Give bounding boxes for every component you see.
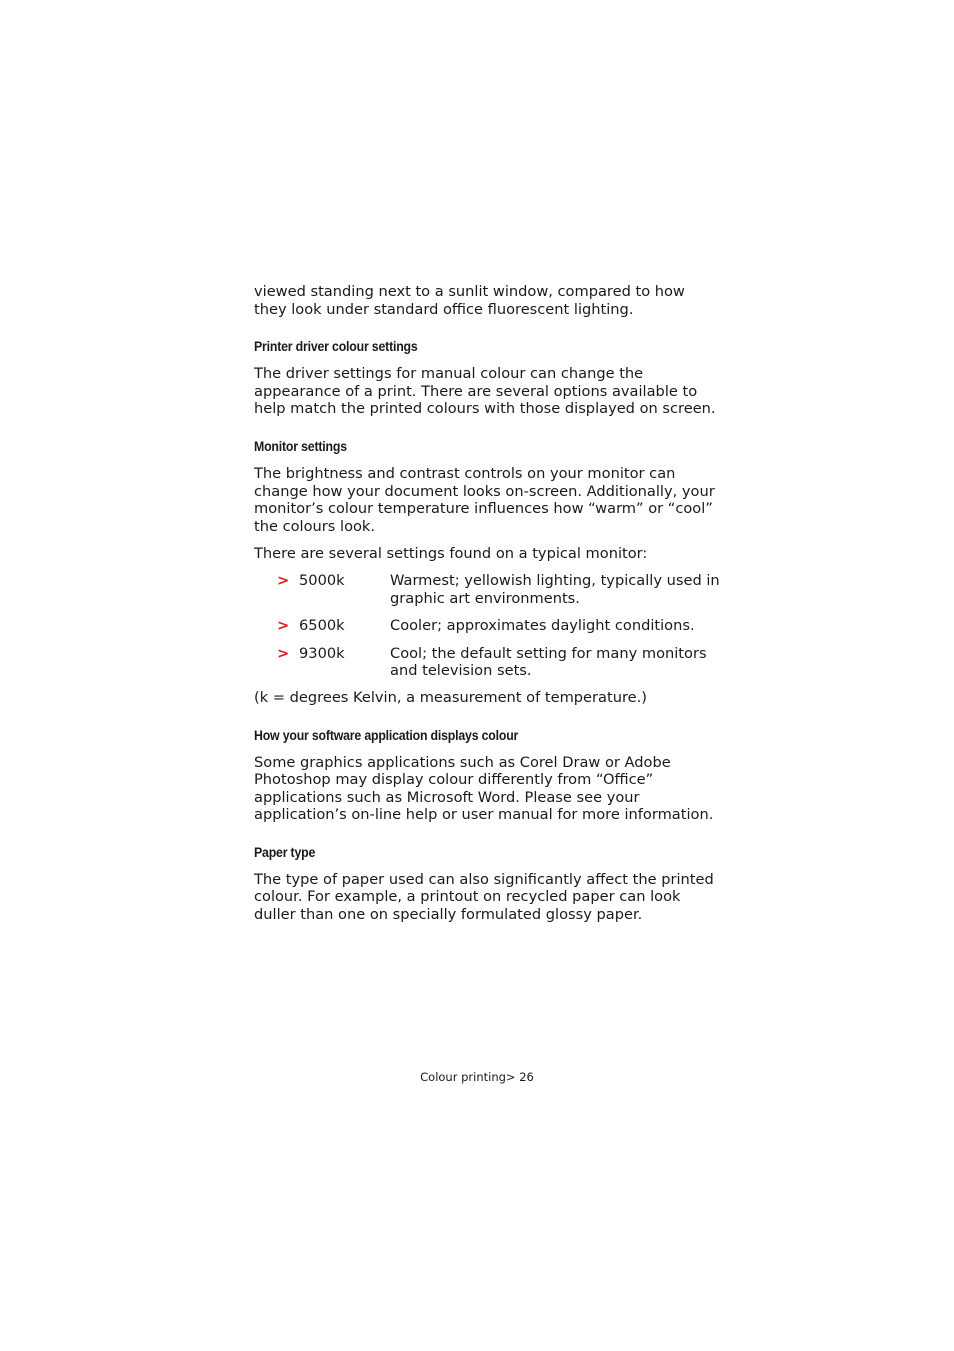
list-item (254, 645, 722, 680)
page-footer: Colour printing> 26 (420, 1070, 534, 1084)
section-software-application (254, 727, 722, 824)
section-paragraph: The brightness and contrast controls on your monitor can change how your document looks on-screen. Additionally, your monitor’s colour temperature influences how “warm” or “cool” the colours look. (254, 464, 715, 535)
section-monitor-settings (254, 438, 722, 707)
section-heading: Monitor settings (254, 438, 347, 454)
section-paragraph: The driver settings for manual colour can change the appearance of a print. There are several options available to help match the printed colours with those displayed on screen. (254, 365, 716, 418)
chevron-right-icon: > (277, 644, 290, 662)
chevron-right-icon: > (277, 617, 290, 635)
list-item (254, 572, 722, 607)
list-item-term: 5000k (299, 571, 345, 589)
list-item-description: Cooler; approximates daylight conditions. (390, 617, 695, 635)
kelvin-note: (k = degrees Kelvin, a measurement of temperature.) (254, 688, 647, 706)
list-item (254, 617, 722, 635)
section-heading: Paper type (254, 844, 316, 860)
monitor-settings-list (254, 572, 722, 680)
list-item-description: Warmest; yellowish lighting, typically used in graphic art environments. (390, 571, 720, 607)
section-printer-driver (254, 338, 722, 418)
list-item-term: 9300k (299, 644, 345, 662)
section-heading: Printer driver colour settings (254, 339, 418, 355)
section-paper-type (254, 844, 722, 924)
section-paragraph: Some graphics applications such as Corel Draw or Adobe Photoshop may display colour differently from “Office” applications such as Microsoft Word. Please see your application’s on-line help or user manual for more information. (254, 753, 714, 824)
chevron-right-icon: > (277, 571, 290, 589)
list-item-term: 6500k (299, 617, 345, 635)
intro-paragraph: viewed standing next to a sunlit window, compared to how they look under standard office fluorescent lighting. (254, 283, 685, 318)
list-item-description: Cool; the default setting for many monitors and television sets. (390, 644, 707, 680)
list-intro: There are several settings found on a typical monitor: (254, 544, 648, 562)
section-heading: How your software application displays colour (254, 727, 519, 743)
section-paragraph: The type of paper used can also significantly affect the printed colour. For example, a printout on recycled paper can look duller than one on specially formulated glossy paper. (254, 870, 714, 924)
document-body (254, 283, 722, 944)
